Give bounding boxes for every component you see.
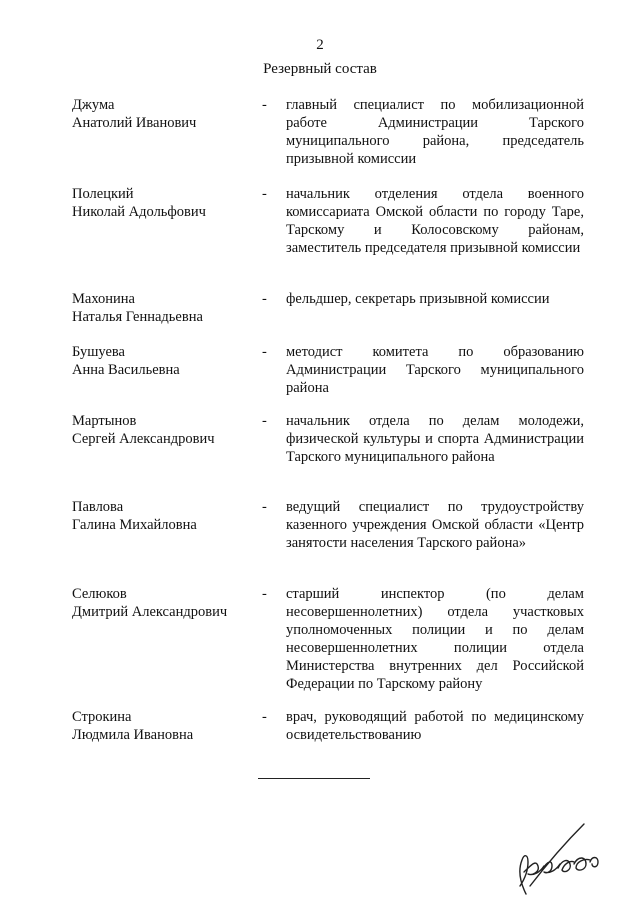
dash-separator: -	[262, 586, 267, 602]
role-description: начальник отдела по делам молодежи, физической культуры и спорта Администрации Тарского муниципального района	[286, 413, 584, 465]
given-names: Дмитрий Александрович	[72, 604, 228, 620]
role-description: врач, руководящий работой по медицинскому освидетельствованию	[286, 709, 584, 743]
role-description: ведущий специалист по трудоустройству казенного учреждения Омской области «Центр занятости населения Тарского района»	[286, 499, 584, 551]
dash-separator: -	[262, 97, 267, 113]
given-names: Людмила Ивановна	[72, 727, 194, 743]
surname: Павлова	[72, 499, 124, 515]
surname: Полецкий	[72, 186, 134, 202]
role-description: главный специалист по мобилизационной работе Администрации Тарского муниципального района, председатель призывной комиссии	[286, 97, 584, 167]
role-description: фельдшер, секретарь призывной комиссии	[286, 291, 550, 307]
given-names: Галина Михайловна	[72, 517, 197, 533]
dash-separator: -	[262, 499, 267, 515]
person-name	[72, 412, 252, 448]
given-names: Наталья Геннадьевна	[72, 309, 203, 325]
given-names: Сергей Александрович	[72, 431, 215, 447]
person-name	[72, 585, 252, 621]
handwritten-signature-icon	[498, 820, 608, 898]
surname: Строкина	[72, 709, 132, 725]
given-names: Анатолий Иванович	[72, 115, 197, 131]
surname: Бушуева	[72, 344, 125, 360]
dash-separator: -	[262, 344, 267, 360]
given-names: Анна Васильевна	[72, 362, 180, 378]
role-description: методист комитета по образованию Администрации Тарского муниципального района	[286, 344, 584, 396]
dash-separator: -	[262, 709, 267, 725]
dash-separator: -	[262, 413, 267, 429]
surname: Селюков	[72, 586, 127, 602]
dash-separator: -	[262, 186, 267, 202]
surname: Джума	[72, 97, 115, 113]
divider	[258, 778, 370, 779]
role-description: старший инспектор (по делам несовершеннолетних) отдела участковых уполномоченных полиции и по делам несовершеннолетних полиции отдела Министерства внутренних дел Российской Федерации по Тарскому району	[286, 586, 584, 692]
surname: Махонина	[72, 291, 135, 307]
page-number: 2	[316, 37, 324, 53]
person-name	[72, 498, 252, 534]
given-names: Николай Адольфович	[72, 204, 206, 220]
page-title: Резервный состав	[263, 61, 377, 77]
dash-separator: -	[262, 291, 267, 307]
person-name	[72, 290, 252, 326]
person-name	[72, 185, 252, 221]
surname: Мартынов	[72, 413, 137, 429]
person-name	[72, 708, 252, 744]
person-name	[72, 343, 252, 379]
role-description: начальник отделения отдела военного комиссариата Омской области по городу Таре, Тарскому и Колосовскому районам, заместитель председателя призывной комиссии	[286, 186, 584, 256]
person-name	[72, 96, 252, 132]
